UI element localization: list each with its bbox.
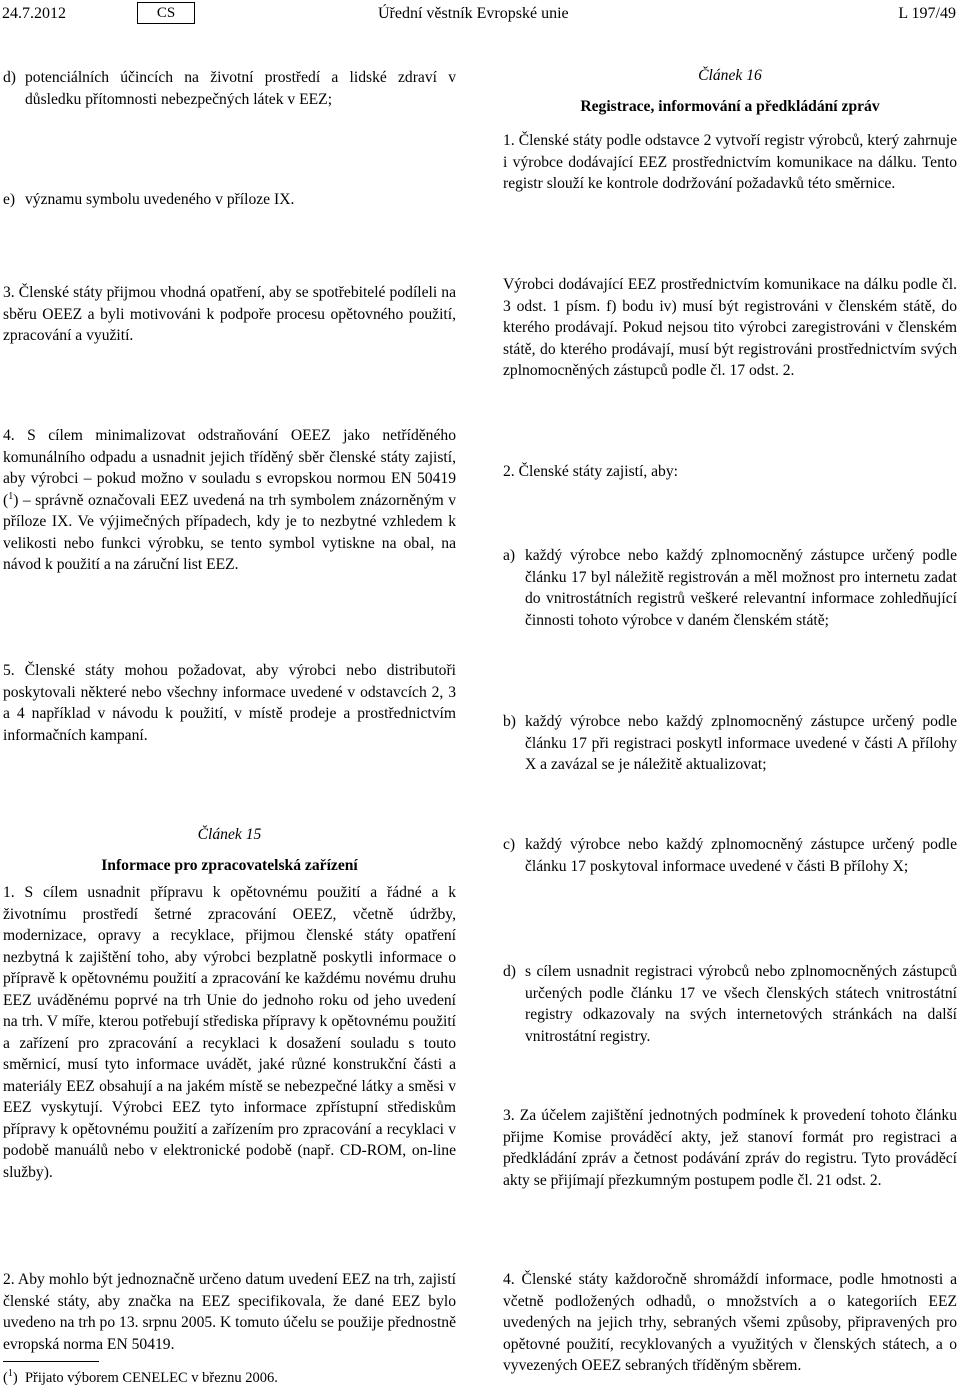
article-number: Článek 15 [197, 826, 262, 843]
item-marker: c) [503, 836, 516, 853]
footnote-divider [3, 1361, 99, 1362]
item-text: každý výrobce nebo každý zplnomocněný zástupce určený podle článku 17 poskytoval informace uvedené v části B přílohy X; [525, 836, 957, 875]
journal-title: Úřední věstník Evropské unie [378, 5, 569, 22]
list-item-b [503, 711, 957, 776]
paragraph-text: 2. Členské státy zajistí, aby: [503, 463, 678, 480]
list-item-d [3, 67, 456, 110]
paragraph-text: 1. Členské státy podle odstavce 2 vytvoří registr výrobců, který zahrnuje i výrobce dodávající EEZ prostřednictvím komunikace na dálku. Tento registr slouží ke kontrole dodržování požadavků této směrnice. [503, 132, 957, 192]
paragraph-4-part-a: 4. S cílem minimalizovat odstraňování OEEZ jako netříděného komunálního odpadu a usnadnit jejich tříděný sběr členské státy zajistí, aby výrobci – pokud možno v souladu s evropskou normou EN 50419 ( [3, 427, 456, 509]
list-item-c [503, 834, 957, 877]
paragraph-5 [3, 660, 456, 746]
article-16-paragraph-3 [503, 1105, 957, 1191]
paragraph-text: 4. Členské státy každoročně shromáždí informace, podle hmotnosti a včetně podložených odhadů, o množstvích a o kategoriích EEZ uvedených na jejich trhy, sebraných všemi způsoby, připravených pro opětovné použití, recyklovaných a využitých v členských státech, a o vyvezených OEEZ sebraných tříděným sběrem. [503, 1271, 957, 1374]
list-item-d-right [503, 961, 957, 1047]
item-marker: a) [503, 547, 516, 564]
paragraph-text: 1. S cílem usnadnit přípravu k opětovnému použití a řádné a k životnímu prostředí šetrné zpracování OEEZ, včetně údržby, modernizace, opravy a recyklace, přijmou členské státy opatření nezbytná k zajištění toho, aby výrobci bezplatně poskytli informace o přípravě k opětovnému použití a zpracování ke každému novému druhu EEZ uváděnému poprvé na trh Unie do jednoho roku od jeho uvedení na trh. V míře, kterou potřebují střediska přípravy k opětovnému použití a zařízení pro zpracování a recyklaci k dosažení souladu s touto směrnicí, musí tyto informace uvádět, jaké různé konstrukční části a materiály EEZ obsahují a na jakém místě se nebezpečné látky a směsi v EEZ vyskytují. Výrobci EEZ tyto informace zpřístupní střediskům přípravy k opětovnému použití a zařízením pro zpracování a recyklaci v podobě manuálů nebo v elektronické podobě (např. CD-ROM, on-line služby). [3, 884, 456, 1181]
item-marker: d) [3, 69, 16, 86]
footnote-reference: 1 [8, 490, 14, 502]
article-title: Informace pro zpracovatelská zařízení [101, 856, 358, 874]
article-16-paragraph-1-continued [503, 274, 957, 382]
article-16-paragraph-4 [503, 1269, 957, 1377]
article-16-heading [503, 65, 957, 117]
list-item-e [3, 189, 456, 211]
article-16-paragraph-2 [503, 461, 957, 483]
footnote-number: 1 [7, 1368, 13, 1380]
item-text: každý výrobce nebo každý zplnomocněný zástupce určený podle článku 17 byl náležitě registrován a měl možnost pro internetu zadat do vnitrostátních registrů veškeré relevantní informace zohledňující činnosti tohoto výrobce v daném členském státě; [525, 547, 957, 629]
item-marker: e) [3, 191, 16, 208]
article-title: Registrace, informování a předkládání zpráv [580, 97, 880, 115]
paragraph-text: 5. Členské státy mohou požadovat, aby výrobci nebo distributoři poskytovali některé nebo všechny informace uvedené v odstavcích 2, 3 a 4 například v návodu k použití, v místě prodeje a prostřednictvím informačních kampaní. [3, 662, 456, 744]
article-number: Článek 16 [698, 67, 762, 84]
paragraph-text [3, 425, 456, 576]
article-15-paragraph-2 [3, 1269, 456, 1355]
paragraph-text: Výrobci dodávající EEZ prostřednictvím komunikace na dálku podle čl. 3 odst. 1 písm. f) bodu iv) musí být registrováni v členském státě, do kterého prodávají. Pokud nejsou tito výrobci zaregistrováni v členském státě, do kterého prodávají, musí být registrováni prostřednictvím svých zplnomocněných zástupců podle čl. 17 odst. 2. [503, 276, 957, 379]
article-15-paragraph-1 [3, 882, 456, 1183]
item-marker: d) [503, 963, 516, 980]
paragraph-3 [3, 282, 456, 347]
paragraph-text: 3. Za účelem zajištění jednotných podmínek k provedení tohoto článku přijme Komise prováděcí akty, jež stanoví formát pro registraci a předkládání zpráv a četnost podávání zpráv do registru. Tyto prováděcí akty se přijímají přezkumným postupem podle čl. 21 odst. 2. [503, 1107, 957, 1189]
paragraph-text: 3. Členské státy přijmou vhodná opatření, aby se spotřebitelé podíleli na sběru OEEZ a byli motivováni k podpoře procesu opětovného použití, zpracování a využití. [3, 284, 456, 344]
item-text: každý výrobce nebo každý zplnomocněný zástupce určený podle článku 17 při registraci poskytl informace uvedené v části A přílohy X a zavázal se je náležitě aktualizovat; [525, 713, 957, 773]
item-text: s cílem usnadnit registraci výrobců nebo zplnomocněných zástupců určených podle článku 17 ve všech členských státech vnitrostátní registry odkazovaly na svých internetových stránkách na další vnitrostátní registry. [525, 963, 957, 1045]
item-marker: b) [503, 713, 516, 730]
footnote-text: ($^1$) Přijato výborem CENELEC v březnu 2006. [3, 1368, 278, 1386]
item-text: významu symbolu uvedeného v příloze IX. [25, 191, 295, 208]
item-text: potenciálních účincích na životní prostředí a lidské zdraví v důsledku přítomnosti nebezpečných látek v EEZ; [25, 69, 456, 108]
paragraph-4 [3, 425, 456, 576]
paragraph-4-part-b: ) – správně označovali EEZ uvedená na trh symbolem znázorněným v příloze IX. Ve výjimečných případech, kdy je to nezbytné vzhledem k velikosti nebo funkci výrobku, se tento symbol vytiskne na obal, na návod k použití a na záruční list EEZ. [3, 491, 456, 573]
header-date: 24.7.2012 [2, 5, 66, 22]
article-15-heading [3, 824, 456, 876]
paragraph-text: 2. Aby mohlo být jednoznačně určeno datum uvedení EEZ na trh, zajistí členské státy, aby značka na EEZ specifikovala, že dané EEZ bylo uvedeno na trh po 13. srpnu 2005. K tomuto účelu se použije přednostně evropská norma EN 50419. [3, 1271, 456, 1353]
page-header [0, 0, 960, 30]
list-item-a [503, 545, 957, 631]
footnote-body: Přijato výborem CENELEC v březnu 2006. [24, 1370, 278, 1386]
footnote [3, 1368, 456, 1390]
language-code: CS [137, 2, 195, 24]
article-16-paragraph-1 [503, 130, 957, 195]
page-number: L 197/49 [898, 5, 956, 22]
